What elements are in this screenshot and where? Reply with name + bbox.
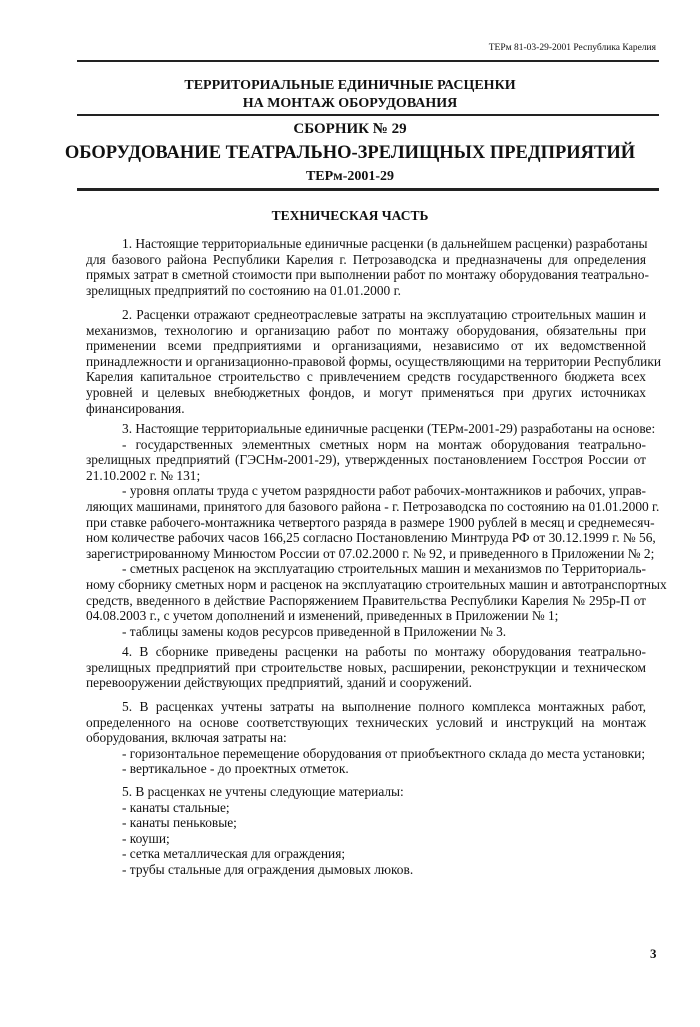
page-number: 3 <box>650 946 657 961</box>
text-line: - таблицы замены кодов ресурсов приведенной в Приложении № 3. <box>122 623 507 639</box>
text-line: 3. Настоящие территориальные единичные расценки (ТЕРм-2001-29) разработаны на основе: <box>122 421 656 436</box>
section-heading: ТЕХНИЧЕСКАЯ ЧАСТЬ <box>271 208 429 223</box>
title-rule <box>77 114 659 116</box>
title-line-2: НА МОНТАЖ ОБОРУДОВАНИЯ <box>242 96 458 111</box>
text-line: 4. В сборнике приведены расценки на работы по монтажу оборудования театрально- <box>122 644 646 659</box>
text-line: ляющих машинами, принятого для базового района - г. Петрозаводска по состоянию на 01.01.2000 г. <box>86 498 660 514</box>
running-header: ТЕРм 81-03-29-2001 Республика Карелия <box>488 43 656 53</box>
text-line: зрелищных предприятий при строительстве новых, расширении, реконструкции и техническом <box>86 659 646 675</box>
text-line: механизмов, технологию и организацию работ по монтажу оборудования, обязательны при <box>86 322 646 338</box>
text-line: применении всеми предприятиями и организациями, независимо от их ведомственной <box>86 338 646 354</box>
text-line: - канаты стальные; <box>122 799 230 815</box>
text-line: 21.10.2002 г. № 131; <box>86 467 201 483</box>
text-line: зарегистрированному Минюстом России от 07.02.2000 г. № 92, и приведенного в Приложении № 2; <box>86 545 655 561</box>
collection-number: СБОРНИК № 29 <box>293 121 407 137</box>
text-line: зрелищных предприятий (ГЭСНм-2001-29), утвержденных постановлением Госстроя России от <box>86 452 646 468</box>
text-line: прямых затрат в сметной стоимости при выполнении работ по монтажу оборудования театрально- <box>86 267 649 283</box>
text-line: Карелия капитальное строительство с привлечением средств государственного бюджета всех <box>86 369 646 385</box>
text-line: - канаты пеньковые; <box>122 815 237 831</box>
paragraph-5 <box>86 699 646 777</box>
text-line: - трубы стальные для ограждения дымовых люков. <box>122 861 414 877</box>
title-line-1: ТЕРРИТОРИАЛЬНЫЕ ЕДИНИЧНЫЕ РАСЦЕНКИ <box>184 78 516 93</box>
text-line: - государственных элементных сметных норм на монтаж оборудования театрально- <box>122 436 646 452</box>
paragraph-1 <box>86 236 649 298</box>
text-line: 5. В расценках учтены затраты на выполнение полного комплекса монтажных работ, <box>122 699 646 714</box>
text-line: - сметных расценок на эксплуатацию строительных машин и механизмов по Территориаль- <box>122 561 646 577</box>
text-line: 1. Настоящие территориальные единичные расценки (в дальнейшем расценки) разработаны <box>122 236 648 251</box>
text-line: 5. В расценках не учтены следующие материалы: <box>122 784 404 799</box>
paragraph-4 <box>86 644 646 691</box>
text-line: - уровня оплаты труда с учетом разрядности работ рабочих-монтажников и рабочих, управ- <box>122 483 646 499</box>
text-line: оборудования, включая затраты на: <box>86 730 287 746</box>
text-line: определенного на основе соответствующих технических условий и инструкций на монтаж <box>86 714 646 730</box>
text-line: средств, введенного в действие Распоряжением Правительства Республики Карелия № 295р-П от <box>86 592 646 608</box>
text-line: зрелищных предприятий по состоянию на 01.01.2000 г. <box>86 282 401 298</box>
text-line: финансирования. <box>86 400 185 416</box>
code-title: ТЕРм-2001-29 <box>305 169 395 184</box>
text-line: для базового района Республики Карелия г. Петрозаводска и предназначены для определения <box>86 251 646 267</box>
text-line: ному сборнику сметных норм и расценок на эксплуатацию строительных машин и автотранспортных <box>86 576 667 592</box>
text-line: ном количестве рабочих часов 166,25 согласно Постановлению Минтруда РФ от 30.12.1999 г. № 56, <box>86 530 656 546</box>
text-line: 2. Расценки отражают среднеотраслевые затраты на эксплуатацию строительных машин и <box>122 307 646 322</box>
text-line: перевооружении действующих предприятий, зданий и сооружений. <box>86 675 472 691</box>
text-line: принадлежности и организационно-правовой формы, осуществляющими на территории Республики <box>86 353 662 369</box>
text-line: - коуши; <box>122 830 170 846</box>
text-line: при ставке рабочего-монтажника четвертого разряда в размере 1900 рублей в месяц и среднемесяч- <box>86 514 655 530</box>
paragraph-2 <box>86 307 662 416</box>
text-line: уровней и целевых внебюджетных фондов, и могут применяться при других источниках <box>86 384 646 400</box>
text-line: - горизонтальное перемещение оборудования от приобъектного склада до места установки; <box>122 745 646 761</box>
paragraph-3 <box>86 421 667 639</box>
text-line: 04.08.2003 г., с учетом дополнений и изменений, приведенных в Приложении № 1; <box>86 608 559 624</box>
title-bottom-rule <box>77 188 659 191</box>
header-rule <box>77 60 659 62</box>
paragraph-6 <box>86 784 646 878</box>
text-line: - сетка металлическая для ограждения; <box>122 846 346 862</box>
text-line: - вертикальное - до проектных отметок. <box>122 761 349 777</box>
main-title: ОБОРУДОВАНИЕ ТЕАТРАЛЬНО-ЗРЕЛИЩНЫХ ПРЕДПРИЯТИЙ <box>64 143 636 163</box>
